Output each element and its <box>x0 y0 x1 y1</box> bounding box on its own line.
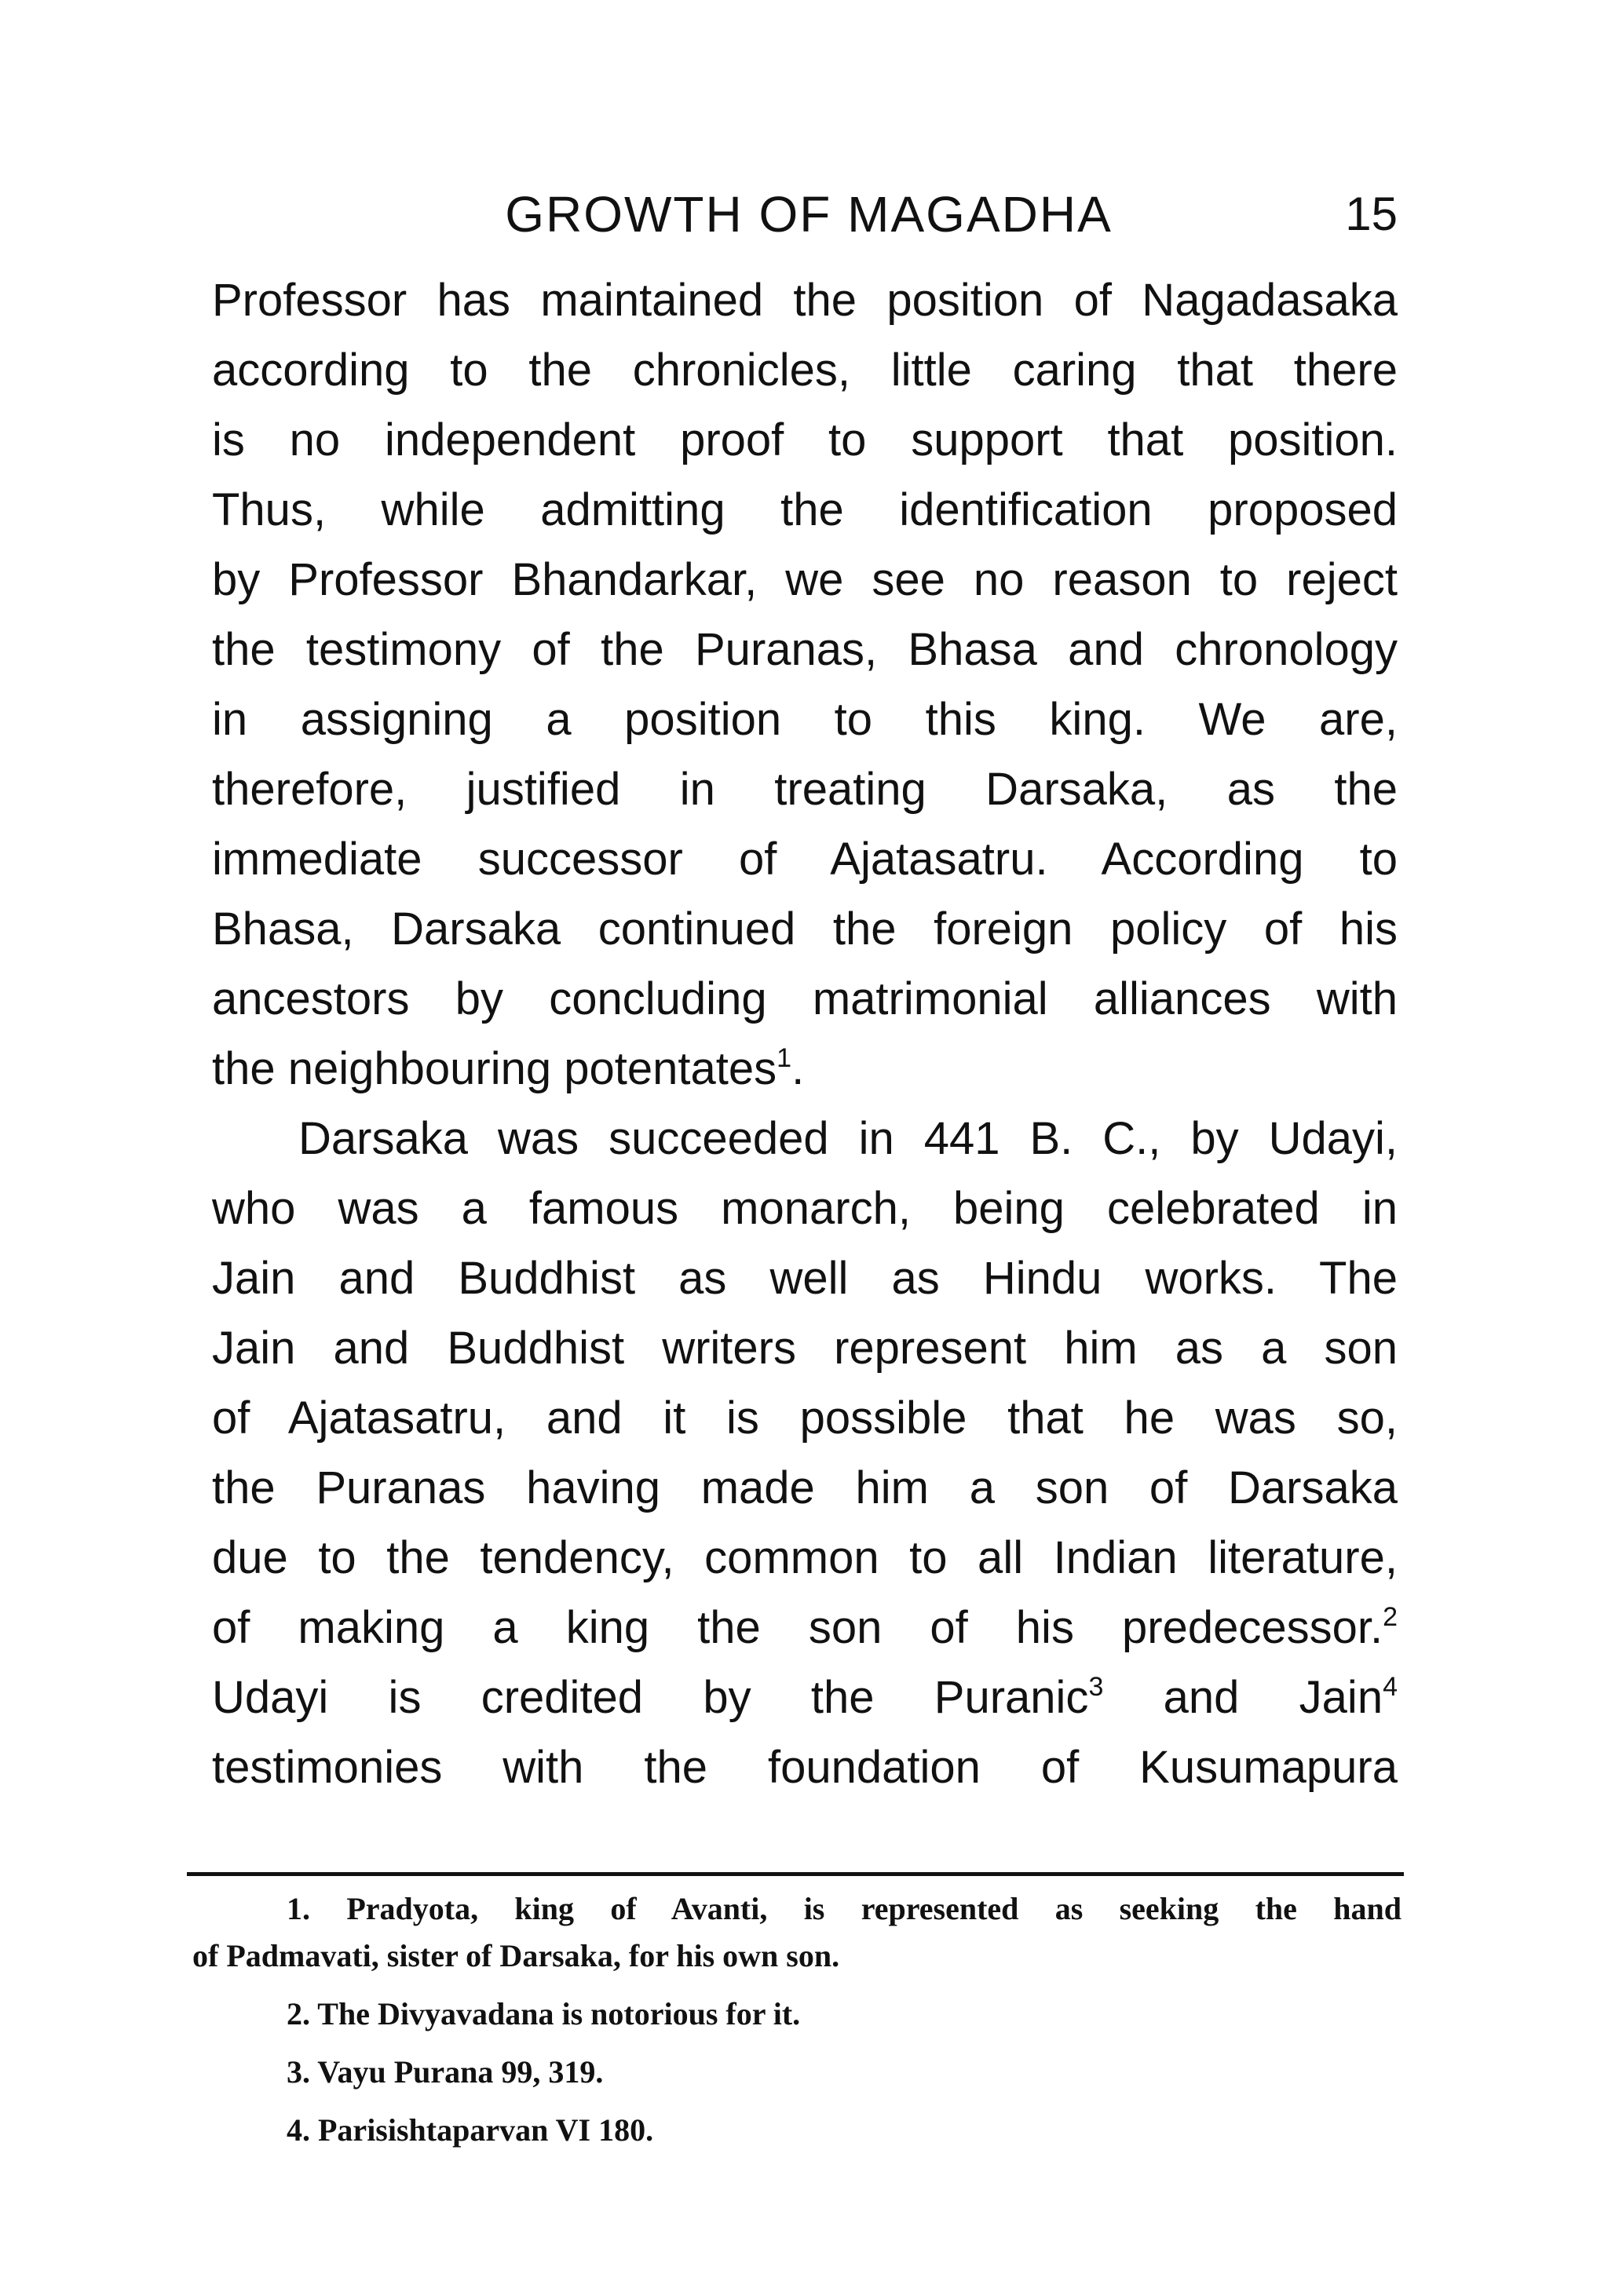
text-line: immediate successor of Ajatasatru. According to <box>212 834 1398 885</box>
footnote-rule <box>187 1872 1404 1876</box>
body-text <box>212 265 1398 1802</box>
text-segment: and Jain <box>1103 1672 1383 1723</box>
text-segment: of making a king the son of his predecessor. <box>212 1602 1383 1653</box>
text-line: by Professor Bhandarkar, we see no reason to reject <box>212 554 1398 605</box>
text-line <box>212 1663 1398 1732</box>
text-line: testimonies with the foundation of Kusumapura <box>212 1742 1398 1793</box>
text-line: Jain and Buddhist as well as Hindu works. The <box>212 1253 1398 1304</box>
footnote-gap <box>192 2038 1402 2049</box>
footnote-number: 3. <box>287 2054 310 2090</box>
text-line: of Ajatasatru, and it is possible that he was so, <box>212 1393 1398 1444</box>
text-line <box>212 1593 1398 1663</box>
text-line: Darsaka was succeeded in 441 B. C., by Udayi, <box>298 1113 1398 1164</box>
footnote-text: Parisishtaparvan VI 180. <box>318 2112 654 2148</box>
text-line: the testimony of the Puranas, Bhasa and chronology <box>212 624 1398 675</box>
footnote-gap <box>192 2096 1402 2107</box>
running-title: GROWTH OF MAGADHA <box>505 186 1113 243</box>
text-line: Bhasa, Darsaka continued the foreign policy of his <box>212 903 1398 955</box>
footnote-ref: 3 <box>1088 1672 1104 1702</box>
page-number: 15 <box>1345 188 1398 240</box>
footnote-text: The Divyavadana is notorious for it. <box>317 1996 801 2031</box>
footnote-text: Pradyota, king of Avanti, is represented as seeking the hand <box>346 1891 1402 1926</box>
footnotes <box>192 1885 1402 2154</box>
footnote-text: Vayu Purana 99, 319. <box>317 2054 604 2090</box>
text-line: ancestors by concluding matrimonial alliances with <box>212 973 1398 1024</box>
footnote-4 <box>192 2107 1402 2154</box>
running-head <box>212 179 1405 250</box>
footnote-ref: 2 <box>1383 1602 1398 1632</box>
footnote-number: 2. <box>287 1996 310 2031</box>
footnote-number: 1. <box>287 1891 310 1926</box>
footnote-gap <box>192 1980 1402 1991</box>
text-line: who was a famous monarch, being celebrated in <box>212 1183 1398 1234</box>
footnote-3 <box>192 2049 1402 2096</box>
text-line: due to the tendency, common to all Indian literature, <box>212 1532 1398 1583</box>
text-segment: Udayi is credited by the Puranic <box>212 1672 1089 1723</box>
text-line: Jain and Buddhist writers represent him as a son <box>212 1323 1398 1374</box>
text-line: is no independent proof to support that position. <box>212 414 1398 465</box>
text-line: according to the chronicles, little caring that there <box>212 345 1398 396</box>
text-segment: the neighbouring potentates <box>212 1043 777 1094</box>
text-line: in assigning a position to this king. We are, <box>212 694 1398 745</box>
footnote-1-continued: of Padmavati, sister of Darsaka, for his own son. <box>192 1938 840 1973</box>
footnote-1 <box>192 1885 1402 1933</box>
footnote-number: 4. <box>287 2112 310 2148</box>
text-line: the Puranas having made him a son of Darsaka <box>212 1462 1398 1513</box>
text-line: therefore, justified in treating Darsaka, as the <box>212 764 1398 815</box>
text-segment: . <box>791 1043 805 1094</box>
text-line <box>212 1034 1398 1104</box>
footnote-ref: 4 <box>1383 1672 1398 1702</box>
footnote-ref: 1 <box>777 1043 792 1073</box>
footnote-2 <box>192 1991 1402 2038</box>
text-line: Professor has maintained the position of Nagadasaka <box>212 275 1398 326</box>
text-line: Thus, while admitting the identification proposed <box>212 484 1398 535</box>
